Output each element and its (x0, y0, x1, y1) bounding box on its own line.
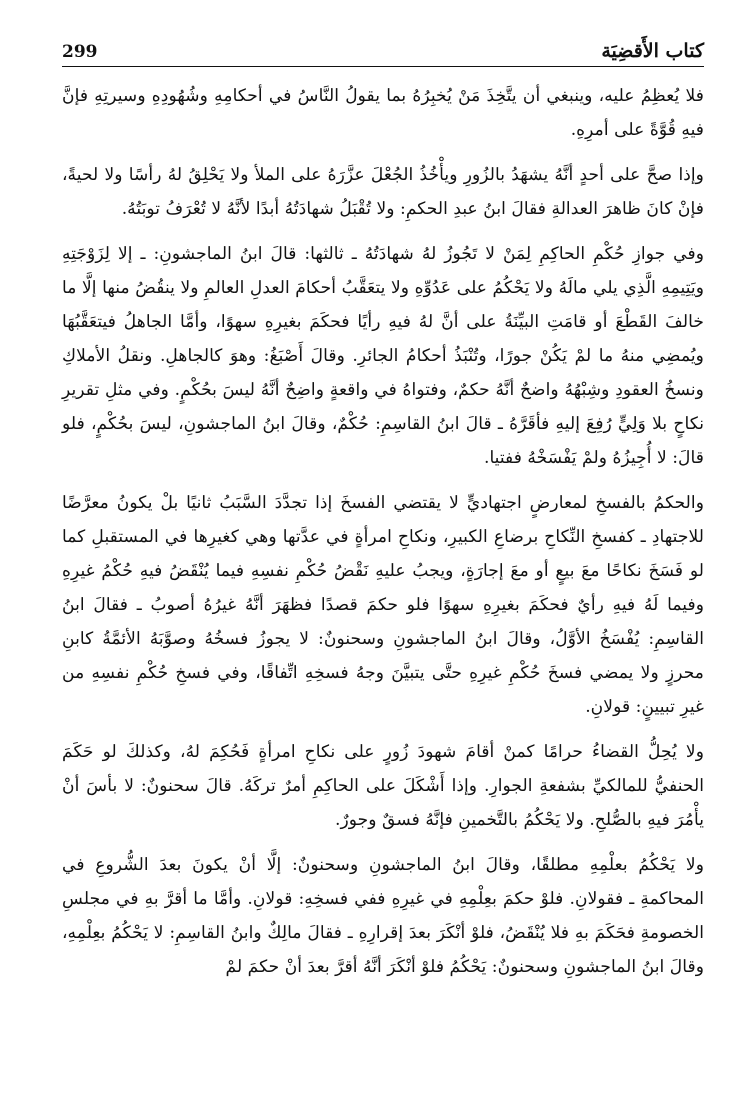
body-text (62, 79, 704, 984)
document-page (62, 30, 704, 1080)
chapter-title: كتاب الأَقضِيَة (601, 40, 704, 62)
paragraph: والحكمُ بالفسخِ لمعارضٍ اجتهاديٍّ لا يقتضي الفسخَ إذا تجدَّدَ السَّبَبُ ثانيًا بلْ يكونُ معرَّضًا للاجتهادِ ـ كفسخِ النِّكاحِ برضاعِ الكبيرِ، ونكاحِ امرأةٍ في عدَّتها وهي كغيرِها في المستقبلِ كما لو فَسَخَ نكاحًا معَ بيعٍ أو معَ إجارَةٍ، ويجبُ عليهِ نَقْضُ حُكْمِ نفسِهِ فيما يُنْقَضُ فيهِ حُكْمُ غيرِهِ وفيما لَهُ فيهِ رأيٌ فحكَمَ بغيرِهِ سهوًا فلو حكمَ قصدًا فظهَرَ أنَّهُ غيرُهُ أصوبُ ـ فقالَ ابنُ القاسِمِ: يُفْسَخُ الأوَّلُ، وقالَ ابنُ الماجشونِ وسحنونٌ: لا يجوزُ فسخُهُ وصوَّبَهُ الأئمَّةُ كابنِ محرزٍ ولا يمضي فسخَ حُكْمِ غيرِهِ حتَّى يتبيَّنَ وجهُ فسخِهِ اتِّفاقًا، وفي فسخِ حُكْمِ نفسِهِ من غيرِ تبيينٍ: قولانِ. (62, 493, 704, 717)
page-number: 299 (62, 42, 98, 62)
paragraph: ولا يُحِلُّ القضاءُ حرامًا كمنْ أقامَ شهودَ زُورٍ على نكاحِ امرأةٍ فَحُكِمَ لهُ، وكذلكَ لو حَكَمَ الحنفيُّ للمالكيِّ بشفعةِ الجوارِ. وإذا أَشْكَلَ على الحاكِمِ أمرٌ تركَهُ. قالَ سحنونٌ: لا بأسَ أنْ يأْمُرَ فيهِ بالصُّلحِ. ولا يَحْكُمُ بالتَّخمينِ فإنَّهُ فسقٌ وجورٌ. (62, 742, 704, 830)
paragraph: وفي جوازِ حُكْمِ الحاكِمِ لِمَنْ لا تَجُوزُ لهُ شهادَتُهُ ـ ثالثها: قالَ ابنُ الماجشونِ: ـ إلا لِزَوْجَتِهِ ويَتِيمِهِ الَّذِي يلي مالَهُ ولا يَحْكُمُ على عَدُوِّهِ ولا يتعَقَّبُ أحكامَ العدلِ العالمِ ولا ينقُضُ منها إلَّا ما خالفَ القَطْعَ أو قامَتِ البيِّنَةُ على أنَّ لهُ فيهِ رأيًا فحكَمَ بغيرِهِ سهوًا، وأمَّا الجاهلُ فيتعَقَّبُهَا ويُمضِي منهُ ما لمْ يَكُنْ جورًا، وتُنْبَذُ أحكامُ الجائرِ. وقالَ أَصْبَغُ: وهوَ كالجاهلِ. ونقلُ الأملاكِ ونسخُ العقودِ وشِبْهُهُ واضحٌ أنَّهُ حكمٌ، وفتواهُ في واقعةٍ واضِحٌ أنَّهُ ليسَ بحُكْمٍ. وفي مثلِ تقريرِ نكاحٍ بلا وَلِيٍّ رُفِعَ إليهِ فأقَرَّهُ ـ قالَ ابنُ القاسِمِ: حُكْمٌ، وقالَ ابنُ الماجشونِ، ليسَ بحُكْمٍ، فلو قالَ: لا أُجِيزُهُ ولمْ يَفْسَخْهُ ففتيا. (62, 244, 704, 468)
paragraph: وإذا صحَّ على أحدٍ أنَّهُ يشهَدُ بالزُورِ ويأْخُذُ الجُعْلَ عزَّرَهُ على الملأ ولا يَحْلِقُ لهُ رأسًا ولا لحيةً، فإنْ كانَ ظاهرَ العدالةِ فقالَ ابنُ عبدِ الحكمِ: ولا تُقْبَلُ شهادَتُهُ أبدًا لأنَّهُ لا تُعْرَفُ توبَتُهُ. (62, 165, 704, 219)
paragraph: فلا يُعظِمُ عليه، وينبغي أن يتَّخِذَ مَنْ يُخبِرُهُ بما يقولُ النَّاسُ في أحكامِهِ وشُهُودِهِ وسيرتِهِ فإنَّ فيهِ قُوَّةً على أمرِهِ. (62, 86, 704, 140)
page-header (62, 30, 704, 67)
paragraph: ولا يَحْكُمُ بعلْمِهِ مطلقًا، وقالَ ابنُ الماجشونِ وسحنونٌ: إلَّا أنْ يكونَ بعدَ الشُّروعِ في المحاكمةِ ـ فقولانِ. فلوْ حكمَ بعِلْمِهِ في غيرِهِ ففي فسخِهِ: قولانِ. وأمَّا ما أقرَّ بهِ في مجلسِ الخصومةِ فحَكَمَ بهِ فلا يُنْقَضُ، فلوْ أنْكَرَ بعدَ إقرارِهِ ـ فقالَ مالِكٌ وابنُ القاسِمِ: لا يَحْكُمُ بعِلْمِهِ، وقالَ ابنُ الماجشونِ وسحنونٌ: يَحْكُمُ فلوْ أنْكَرَ أنَّهُ أقرَّ بعدَ أنْ حكمَ لمْ (62, 855, 704, 977)
